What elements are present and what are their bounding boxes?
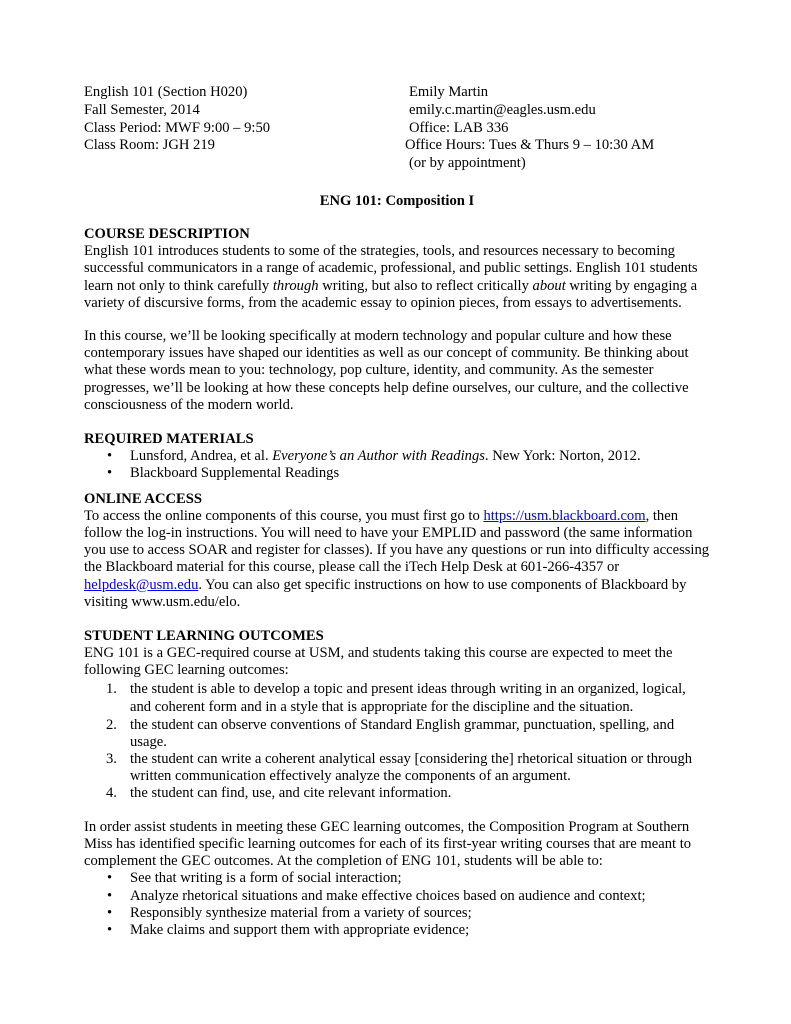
material-text-a: Lunsford, Andrea, et al. <box>130 448 273 465</box>
course-description-heading: COURSE DESCRIPTION <box>84 226 250 242</box>
bullet-icon: • <box>107 465 113 482</box>
materials-list <box>84 448 710 482</box>
page-title: ENG 101: Composition I <box>319 193 475 209</box>
material-text-b: . New York: Norton, 2012. <box>484 448 641 465</box>
list-item <box>84 870 710 887</box>
blackboard-link[interactable]: https://usm.blackboard.com <box>483 507 646 524</box>
course-description-p1 <box>84 243 710 312</box>
office-hours: Office Hours: Tues & Thurs 9 – 10:30 AM <box>405 137 655 154</box>
course-semester: Fall Semester, 2014 <box>84 101 200 118</box>
outcome-text: the student can observe conventions of Standard English grammar, punctuation, spelling, and usage. <box>130 716 675 750</box>
syllabus-page <box>84 84 710 939</box>
bullet-icon: • <box>107 887 113 904</box>
list-number: 1. <box>106 680 117 697</box>
outcome-text: the student is able to develop a topic and present ideas through writing in an organized, logical, and coherent form and in a style that is appropriate for the discipline and the situation. <box>130 680 686 716</box>
cd-text-c: writing by engaging a variety of discursive forms, from the academic essay to opinion pieces, from essays to advertisements. <box>84 277 698 311</box>
instructor-name: Emily Martin <box>409 84 489 100</box>
instructor-office: Office: LAB 336 <box>409 119 509 136</box>
gec-outcomes-list <box>84 680 710 803</box>
outcome-bullet-text: Analyze rhetorical situations and make effective choices based on audience and context; <box>130 887 646 904</box>
instructor-info <box>405 84 655 173</box>
learning-outcomes-heading: STUDENT LEARNING OUTCOMES <box>84 628 324 645</box>
list-number: 4. <box>106 785 117 802</box>
cd-emphasis-about: about <box>532 277 566 294</box>
outcome-text: the student can write a coherent analytical essay [considering the] rhetorical situation or through written communication effectively analyze the components of an argument. <box>130 751 693 785</box>
material-book-title: Everyone’s an Author with Readings <box>272 448 485 465</box>
instructor-email: emily.c.martin@eagles.usm.edu <box>409 101 596 118</box>
online-access-text <box>84 508 710 611</box>
list-item <box>84 785 710 802</box>
bullet-icon: • <box>107 921 113 938</box>
list-item <box>84 888 710 905</box>
course-header <box>84 84 710 174</box>
list-item <box>84 465 710 482</box>
bullet-icon: • <box>107 904 113 921</box>
course-room: Class Room: JGH 219 <box>84 137 215 154</box>
list-item <box>84 905 710 922</box>
list-item <box>84 717 710 751</box>
online-access-heading: ONLINE ACCESS <box>84 490 203 507</box>
outcome-text: the student can find, use, and cite relevant information. <box>130 785 452 802</box>
bullet-icon: • <box>107 870 113 887</box>
oa-text-c: . You can also get specific instructions on how to use components of Blackboard by visiting www.usm.edu/elo. <box>84 576 687 610</box>
list-item <box>84 680 710 717</box>
eng101-outcomes-list <box>84 870 710 939</box>
outcomes-intro: ENG 101 is a GEC-required course at USM, and students taking this course are expected to meet the following GEC learning outcomes: <box>84 645 673 679</box>
cd-text-b: writing, but also to reflect critically <box>318 277 533 294</box>
material-text: Blackboard Supplemental Readings <box>130 465 340 482</box>
outcome-bullet-text: Make claims and support them with appropriate evidence; <box>130 921 470 938</box>
required-materials-heading: REQUIRED MATERIALS <box>84 431 254 448</box>
list-number: 2. <box>106 716 117 733</box>
office-hours-note: (or by appointment) <box>409 155 526 172</box>
cd-emphasis-through: through <box>272 277 319 294</box>
outcome-bullet-text: Responsibly synthesize material from a variety of sources; <box>130 904 472 921</box>
outcome-bullet-text: See that writing is a form of social interaction; <box>130 870 402 887</box>
course-section: English 101 (Section H020) <box>84 84 248 100</box>
list-item <box>84 922 710 939</box>
outcomes-para2: In order assist students in meeting these GEC learning outcomes, the Composition Program at Southern Miss has identified specific learning outcomes for each of its first-year writing courses that are meant to complement the GEC outcomes. At the completion of ENG 101, students will be able to: <box>84 818 692 870</box>
cd-text-a: English 101 introduces students to some of the strategies, tools, and resources necessary to becoming successful communicators in a range of academic, professional, and public settings. English 101 students learn not only to think carefully <box>84 243 698 294</box>
list-number: 3. <box>106 751 117 768</box>
bullet-icon: • <box>107 448 113 465</box>
course-period: Class Period: MWF 9:00 – 9:50 <box>84 119 271 136</box>
list-item <box>84 751 710 785</box>
list-item <box>84 448 710 465</box>
helpdesk-email-link[interactable]: helpdesk@usm.edu <box>84 576 199 593</box>
oa-text-b: , then follow the log-in instructions. You will need to have your EMPLID and password (the same information you use to access SOAR and register for classes). If you have any questions or run into difficulty accessing the Blackboard material for this course, please call the iTech Help Desk at 601-266-4357 or <box>84 507 710 576</box>
oa-text-a: To access the online components of this course, you must first go to <box>84 507 484 524</box>
course-info <box>84 84 270 155</box>
course-description-p2: In this course, we’ll be looking specifically at modern technology and popular culture and how these contemporary issues have shaped our identities as well as our concept of community. Be thinking about what these words mean to you: technology, pop culture, identity, and community. As the semester progresses, we’ll be looking at how these concepts help define ourselves, our culture, and the collective consciousness of the modern world. <box>84 328 689 413</box>
